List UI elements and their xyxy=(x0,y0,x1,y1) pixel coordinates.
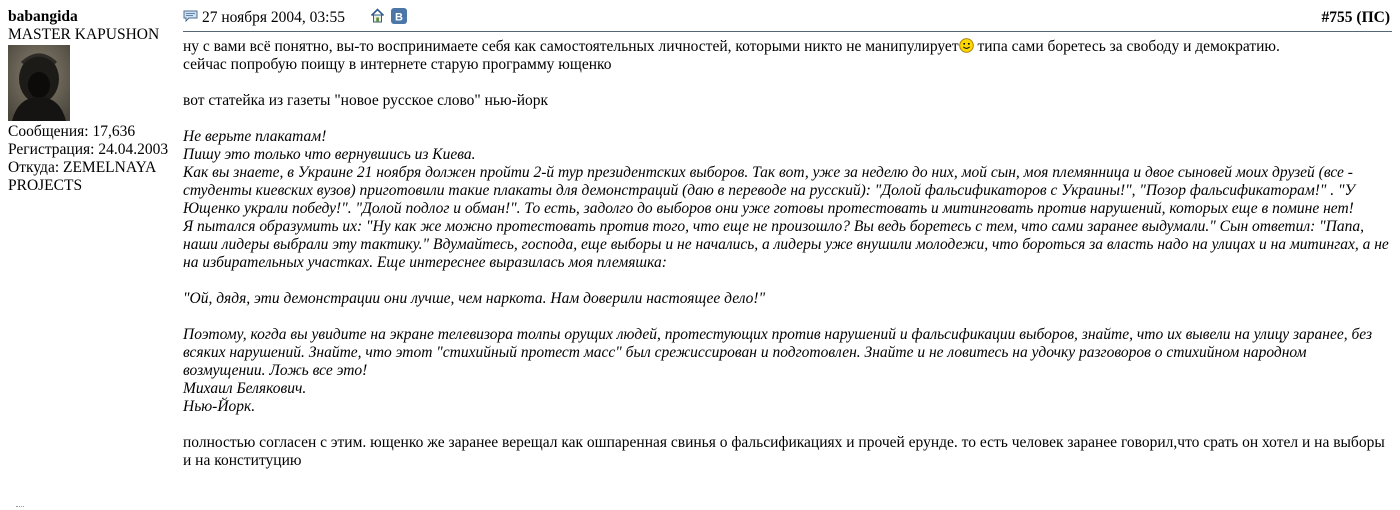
author-location-cont: PROJECTS xyxy=(8,177,83,194)
svg-text:B: B xyxy=(395,11,403,24)
post-text-line: полностью согласен с этим. ющенко же заранее верещал как ошпаренная свинья о фальсификациях и прочей ерунде. то есть человек заранее говорил,что срать он хотел и на выборы и на конституцию xyxy=(183,434,1385,469)
vk-icon[interactable] xyxy=(391,8,407,24)
divider xyxy=(16,506,24,509)
author-registration: Регистрация: 24.04.2003 xyxy=(8,141,169,158)
home-icon[interactable] xyxy=(370,8,385,23)
post-text-fragment: ну с вами всё понятно, вы-то воспринимаете себя как самостоятельных личностей, которыми никто не манипулирует xyxy=(183,38,959,55)
quote-paragraph: Поэтому, когда вы увидите на экране телевизора толпы орущих людей, протестующих против нарушений и фальсификации выборов, знайте, что их вывели на улицу заранее, без всяких нарушений. Знайте, что этот "стихийный протест масс" был срежиссирован и подготовлен. Знайте и не ловитесь на удочку разговоров о стихийном народном возмущении. Ложь все это! xyxy=(183,326,1373,379)
quote-paragraph: "Ой, дядя, эти демонстрации они лучше, чем наркота. Нам доверили настоящее дело!" xyxy=(183,290,766,307)
message-icon xyxy=(183,10,198,22)
spacer xyxy=(183,416,1392,434)
post-number-value[interactable]: #755 xyxy=(1321,9,1353,26)
author-location: Откуда: ZEMELNAYA xyxy=(8,159,157,176)
post-date: 27 ноября 2004, 03:55 xyxy=(202,9,345,26)
quote-signature: Михаил Белякович. xyxy=(183,380,307,397)
quote-paragraph: Как вы знаете, в Украине 21 ноября должен пройти 2-й тур президентских выборов. Так вот, уже за неделю до них, мой сын, моя племянница и двое сыновей моих друзей (все - студенты киевских вузов) приготовили такие плакаты для демонстраций (даю в переводе на русский): "Долой фальсификаторов с Украины!", "Позор фальсификаторам!" . "У Ющенко украли победу!". "Долой подлог и обман!". То есть, задолго до выборов они уже готовы протестовать и митинговать против нарушений, которых еще в помине нет! xyxy=(183,164,1355,217)
quote-paragraph: Я пытался образумить их: "Ну как же можно протестовать против того, что еще не произошло? Вы ведь боретесь с тем, что сами заранее выдумали." Сын ответил: "Папа, наши лидеры выбрали эту тактику." Вдумайтесь, господа, еще выборы и не начались, а лидеры уже внушили молодежи, что бороться за власть надо на улицах и на митингах, а не на избирательных участках. Еще интереснее выразилась моя племяшка: xyxy=(183,218,1389,271)
post-header xyxy=(183,7,1392,32)
post-text-fragment: типа сами боретесь за свободу и демократию. xyxy=(973,38,1280,55)
avatar[interactable] xyxy=(8,45,70,121)
post-text-line: вот статейка из газеты "новое русское слово" нью-йорк xyxy=(183,92,549,109)
author-message-count: Сообщения: 17,636 xyxy=(8,123,136,140)
post-body xyxy=(183,38,1392,470)
author-panel xyxy=(8,8,180,195)
smiley-icon xyxy=(959,38,974,53)
post-text-line: сейчас попробую поищу в интернете старую программу ющенко xyxy=(183,56,612,73)
spacer xyxy=(183,110,1392,128)
quoted-article xyxy=(183,128,1392,416)
post-number-suffix: (ПС) xyxy=(1352,9,1390,26)
author-nickname[interactable]: babangida xyxy=(8,8,78,25)
quote-paragraph: Не верьте плакатам! xyxy=(183,128,327,145)
spacer xyxy=(183,308,1392,326)
quote-location: Нью-Йорк. xyxy=(183,398,256,415)
author-rank: MASTER KAPUSHON xyxy=(8,26,160,43)
post-number[interactable] xyxy=(1322,9,1390,27)
spacer xyxy=(183,74,1392,92)
spacer xyxy=(183,272,1392,290)
quote-paragraph: Пишу это только что вернувшись из Киева. xyxy=(183,146,476,163)
post-text-line xyxy=(183,38,1392,56)
